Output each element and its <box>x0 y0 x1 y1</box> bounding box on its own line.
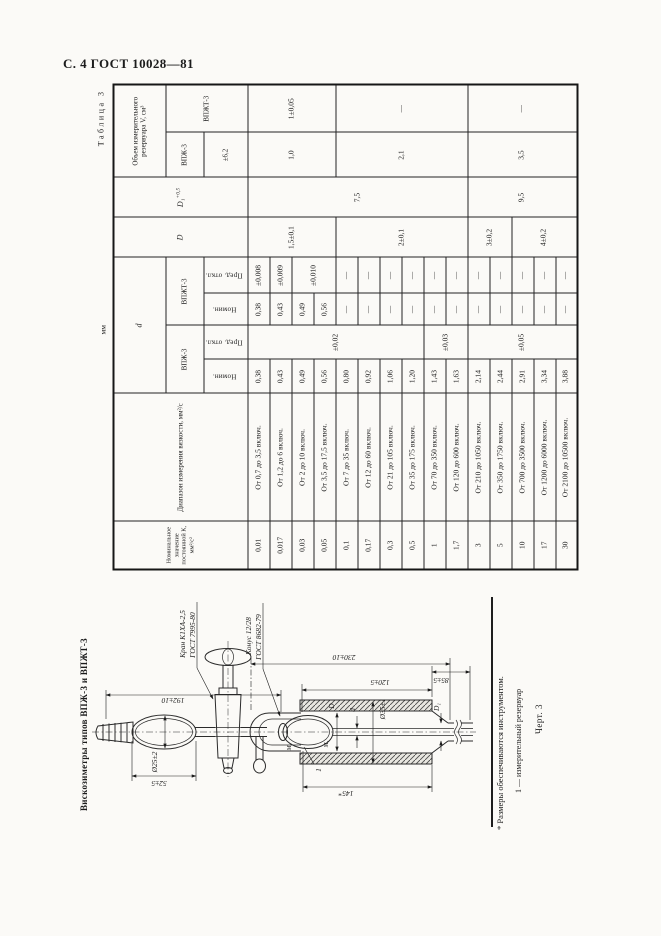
dim-192-label: 192±10 <box>161 696 185 705</box>
table-cell: — <box>489 257 511 293</box>
table-cell: 1,06 <box>379 359 401 393</box>
dim-145-label: 145* <box>338 789 354 798</box>
table-cell: 30 <box>555 521 577 569</box>
table-cell: ВПЖ-3 <box>165 132 203 177</box>
table-cell: 0,5 <box>401 521 423 569</box>
table-cell: От 3,5 до 17,5 включ. <box>313 393 335 521</box>
table-cell: 0,43 <box>269 359 291 393</box>
table-cell: От 120 до 600 включ. <box>445 393 467 521</box>
callout-cone-line2: ГОСТ 8682-79 <box>254 614 263 660</box>
table-cell: ±0,008 <box>247 257 269 293</box>
table-cell: — <box>555 293 577 325</box>
table-cell: 1,0 <box>247 132 335 177</box>
dim-52-label: 52±5 <box>151 779 167 788</box>
table-caption: Таблица 3 <box>96 89 105 146</box>
table-cell: ±0,010 <box>291 257 335 293</box>
table-cell: 0,49 <box>291 293 313 325</box>
table-cell: 0,05 <box>313 521 335 569</box>
table-cell: От 21 до 105 включ. <box>379 393 401 521</box>
table-cell: 1,7 <box>445 521 467 569</box>
label-D1: D₁ <box>432 702 441 712</box>
table-cell: ±6,2 <box>203 132 247 177</box>
table-cell: 0,3 <box>379 521 401 569</box>
table-cell: 0,17 <box>357 521 379 569</box>
table-cell: — <box>335 293 357 325</box>
table-cell: 2,1 <box>335 132 467 177</box>
table-cell: D <box>113 217 247 257</box>
table-cell: От 350 до 1750 включ. <box>489 393 511 521</box>
dim-d35-label: Ø35±1 <box>378 698 387 720</box>
table-cell: 1,63 <box>445 359 467 393</box>
table-cell: 2,91 <box>511 359 533 393</box>
table-cell: — <box>555 257 577 293</box>
table-cell: 3±0,2 <box>467 217 511 257</box>
table-cell: ±0,05 <box>467 325 577 359</box>
table-cell: ВПЖТ-3 <box>165 257 203 325</box>
table-cell: 0,01 <box>247 521 269 569</box>
table-cell: Пред. откл. <box>203 325 247 359</box>
table-cell: 7,5 <box>247 177 467 217</box>
table-row <box>113 84 165 569</box>
table-cell: 0,56 <box>313 293 335 325</box>
table-cell: 3,34 <box>533 359 555 393</box>
table-cell: 0,38 <box>247 293 269 325</box>
table-cell: — <box>401 293 423 325</box>
table-cell: — <box>533 293 555 325</box>
table-cell: 2,44 <box>489 359 511 393</box>
viscometer-drawing <box>75 588 477 846</box>
dim-120-label: 120±5 <box>370 678 390 687</box>
label-d: d <box>348 708 357 712</box>
table-cell: — <box>467 293 489 325</box>
table-cell: — <box>335 84 467 132</box>
footnote-star: * Размеры обеспечиваются инструментом. <box>495 676 505 830</box>
table-cell: Номин. <box>203 293 247 325</box>
table-cell: 5 <box>489 521 511 569</box>
table-cell: ВПЖ-3 <box>165 325 203 393</box>
table-units-note: мм <box>98 324 107 334</box>
page-header: С. 4 ГОСТ 10028—81 <box>63 56 194 71</box>
footnote-rule <box>491 597 493 827</box>
table-cell: 1±0,05 <box>247 84 335 132</box>
table-cell: 17 <box>533 521 555 569</box>
table-cell: 2,14 <box>467 359 489 393</box>
table-cell: — <box>445 257 467 293</box>
table-cell: ±0,03 <box>423 325 467 359</box>
dim-85-label: 85±5 <box>433 676 449 685</box>
table-cell: От 2100 до 10500 включ. <box>555 393 577 521</box>
table-cell: — <box>467 257 489 293</box>
table-cell: 1,5±0,1 <box>247 217 335 257</box>
table-logical-container <box>95 85 578 570</box>
table-cell: 0,03 <box>291 521 313 569</box>
table-cell: От 2 до 10 включ. <box>291 393 313 521</box>
label-D: D <box>327 703 336 709</box>
table-cell: — <box>445 293 467 325</box>
table-cell: 0,92 <box>357 359 379 393</box>
label-M2: М₂ <box>287 743 293 751</box>
table-cell: — <box>489 293 511 325</box>
table-cell: — <box>379 293 401 325</box>
table-cell: Диапазон измерения вязкости, мм²/с <box>113 393 247 521</box>
table-cell: — <box>401 257 423 293</box>
table-cell: 3 <box>467 521 489 569</box>
table-cell: 3,88 <box>555 359 577 393</box>
table-cell: 0,56 <box>313 359 335 393</box>
table-cell: 10 <box>511 521 533 569</box>
dim-230-label: 230±10 <box>332 653 356 662</box>
table-row <box>247 84 269 569</box>
table-cell: — <box>357 293 379 325</box>
table-cell: ±0,009 <box>269 257 291 293</box>
table-cell: 0,43 <box>269 293 291 325</box>
table-cell: 0,017 <box>269 521 291 569</box>
callout-cone-line1: Конус 12/28 <box>244 617 253 655</box>
table-cell: — <box>335 257 357 293</box>
table-cell: ±0,02 <box>247 325 423 359</box>
figure-title: Вискозиметры типов ВПЖ-3 и ВПЖТ-3 <box>79 638 89 811</box>
table-cell: 0,49 <box>291 359 313 393</box>
table-row <box>467 84 489 569</box>
table-cell: — <box>423 293 445 325</box>
table-cell: 9,5 <box>467 177 577 217</box>
table-cell: 1 <box>423 521 445 569</box>
table-cell: От 12 до 60 включ. <box>357 393 379 521</box>
table-cell: От 35 до 175 включ. <box>401 393 423 521</box>
footnote-position: 1 — измерительный резервуар <box>514 688 523 793</box>
table-cell: 3,5 <box>467 132 577 177</box>
table-cell: От 0,7 до 3,5 включ. <box>247 393 269 521</box>
table-cell: ВПЖТ-3 <box>165 84 247 132</box>
table-cell: — <box>533 257 555 293</box>
table-cell: — <box>511 257 533 293</box>
table-cell: Пред. откл. <box>203 257 247 293</box>
figure-caption: Черт. 3 <box>534 704 544 734</box>
table-cell: От 1200 до 6000 включ. <box>533 393 555 521</box>
table-cell: От 7 до 35 включ. <box>335 393 357 521</box>
table-cell: От 70 до 350 включ. <box>423 393 445 521</box>
label-M1: М₁ <box>324 740 330 748</box>
table-cell: 0,38 <box>247 359 269 393</box>
table-cell: — <box>379 257 401 293</box>
rotated-table-block <box>95 85 578 570</box>
table-cell: — <box>423 257 445 293</box>
label-position-1: 1 <box>314 768 323 772</box>
table-cell: D₁$^{+0,5}$ <box>113 177 247 217</box>
table-cell: 0,1 <box>335 521 357 569</box>
table-cell: 4±0,2 <box>511 217 577 257</box>
table-cell: От 210 до 1050 включ. <box>467 393 489 521</box>
table-cell: 0,80 <box>335 359 357 393</box>
table-cell: 1,43 <box>423 359 445 393</box>
table-cell: 2±0,1 <box>335 217 467 257</box>
table-cell: От 700 до 3500 включ. <box>511 393 533 521</box>
callout-valve-line1: Кран К1ХА-2,5 <box>178 610 187 658</box>
spec-table <box>112 83 578 570</box>
table-cell: Номинальное значение постоянной К, мм²/с² <box>113 521 247 569</box>
callout-valve-line2: ГОСТ 7995-80 <box>188 612 197 658</box>
table-cell: d <box>113 257 165 393</box>
table-cell: Объем измерительного резервуара V, см³ <box>113 84 165 177</box>
table-cell: — <box>357 257 379 293</box>
table-cell: Номин. <box>203 359 247 393</box>
table-cell: От 1,2 до 6 включ. <box>269 393 291 521</box>
table-cell: 1,20 <box>401 359 423 393</box>
table-cell: — <box>467 84 577 132</box>
table-cell: — <box>511 293 533 325</box>
dim-d25-label: Ø25±2 <box>150 751 159 773</box>
